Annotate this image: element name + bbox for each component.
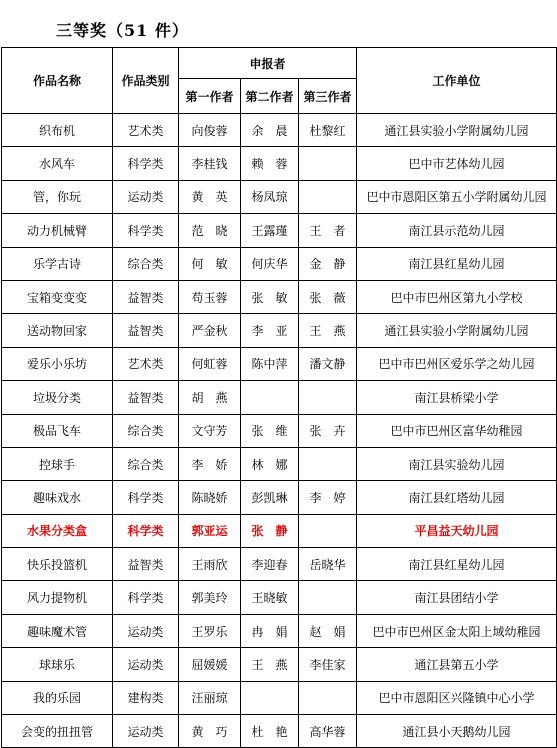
cell-work-name: 管，你玩 [2, 180, 113, 213]
cell-unit: 南江县示范幼儿园 [357, 214, 557, 247]
cell-unit: 南江县红塔幼儿园 [357, 481, 557, 514]
table-row [2, 280, 557, 313]
cell-work-name: 动力机械臂 [2, 214, 113, 247]
cell-third-author: 李 婷 [299, 481, 357, 514]
cell-unit: 巴中市巴州区爱乐学之幼儿园 [357, 347, 557, 380]
cell-third-author: 张 薇 [299, 280, 357, 313]
cell-work-name: 水风车 [2, 147, 113, 180]
cell-first-author: 汪丽琼 [179, 681, 241, 714]
cell-second-author: 张 敏 [241, 280, 299, 313]
cell-category: 益智类 [113, 314, 179, 347]
cell-first-author: 郭亚运 [179, 514, 241, 547]
cell-first-author: 王罗乐 [179, 614, 241, 647]
header-category: 作品类别 [113, 48, 179, 114]
cell-category: 综合类 [113, 247, 179, 280]
cell-second-author: 杨凤琼 [241, 180, 299, 213]
cell-first-author: 何虹蓉 [179, 347, 241, 380]
table-row [2, 381, 557, 414]
cell-work-name: 水果分类盒 [2, 514, 113, 547]
table-row [2, 581, 557, 614]
table-row [2, 114, 557, 147]
cell-third-author: 李佳家 [299, 648, 357, 681]
cell-unit: 通江县小天鹅幼儿园 [357, 715, 557, 748]
cell-work-name: 织布机 [2, 114, 113, 147]
cell-first-author: 胡 燕 [179, 381, 241, 414]
cell-second-author: 冉 娟 [241, 614, 299, 647]
cell-first-author: 陈晓娇 [179, 481, 241, 514]
cell-third-author [299, 514, 357, 547]
cell-second-author [241, 681, 299, 714]
cell-category: 运动类 [113, 715, 179, 748]
cell-third-author: 赵 娟 [299, 614, 357, 647]
cell-unit: 南江县桥梁小学 [357, 381, 557, 414]
cell-third-author: 杜黎红 [299, 114, 357, 147]
section-title: 三等奖（51 件） [56, 21, 189, 40]
header-row [2, 48, 557, 79]
cell-first-author: 屈媛媛 [179, 648, 241, 681]
cell-first-author: 严金秋 [179, 314, 241, 347]
header-third-author: 第三作者 [299, 79, 357, 114]
cell-unit: 通江县第五小学 [357, 648, 557, 681]
cell-third-author: 金 静 [299, 247, 357, 280]
cell-unit: 南江县实验幼儿园 [357, 447, 557, 480]
cell-work-name: 爱乐小乐坊 [2, 347, 113, 380]
cell-unit: 南江县团结小学 [357, 581, 557, 614]
cell-second-author: 杜 艳 [241, 715, 299, 748]
cell-second-author: 李 亚 [241, 314, 299, 347]
table-row [2, 414, 557, 447]
cell-third-author: 张 卉 [299, 414, 357, 447]
table-row [2, 514, 557, 547]
table-row [2, 147, 557, 180]
cell-third-author [299, 581, 357, 614]
table-row [2, 214, 557, 247]
cell-category: 科学类 [113, 147, 179, 180]
cell-work-name: 宝箱变变变 [2, 280, 113, 313]
cell-second-author: 张 静 [241, 514, 299, 547]
cell-unit: 南江县红星幼儿园 [357, 548, 557, 581]
cell-third-author [299, 381, 357, 414]
table-row [2, 314, 557, 347]
table-row [2, 481, 557, 514]
cell-work-name: 送动物回家 [2, 314, 113, 347]
cell-category: 艺术类 [113, 114, 179, 147]
cell-category: 益智类 [113, 548, 179, 581]
cell-first-author: 黄 巧 [179, 715, 241, 748]
cell-second-author: 何庆华 [241, 247, 299, 280]
cell-category: 科学类 [113, 214, 179, 247]
cell-third-author: 岳晓华 [299, 548, 357, 581]
cell-category: 科学类 [113, 581, 179, 614]
cell-third-author [299, 180, 357, 213]
cell-second-author: 王 燕 [241, 648, 299, 681]
cell-unit: 南江县红星幼儿园 [357, 247, 557, 280]
cell-first-author: 苟玉蓉 [179, 280, 241, 313]
cell-second-author [241, 381, 299, 414]
cell-category: 艺术类 [113, 347, 179, 380]
cell-category: 运动类 [113, 180, 179, 213]
cell-second-author: 王露瑾 [241, 214, 299, 247]
cell-category: 科学类 [113, 481, 179, 514]
cell-second-author: 林 娜 [241, 447, 299, 480]
cell-category: 运动类 [113, 614, 179, 647]
table-row [2, 447, 557, 480]
cell-category: 益智类 [113, 381, 179, 414]
cell-first-author: 范 晓 [179, 214, 241, 247]
cell-work-name: 趣味魔术管 [2, 614, 113, 647]
awards-table [1, 47, 557, 748]
cell-second-author: 赖 蓉 [241, 147, 299, 180]
cell-third-author: 高华蓉 [299, 715, 357, 748]
header-first-author: 第一作者 [179, 79, 241, 114]
cell-work-name: 极品飞车 [2, 414, 113, 447]
cell-second-author: 彭凯琳 [241, 481, 299, 514]
cell-unit: 巴中市巴州区第九小学校 [357, 280, 557, 313]
cell-unit: 巴中市艺体幼儿园 [357, 147, 557, 180]
cell-category: 建构类 [113, 681, 179, 714]
cell-unit: 巴中市巴州区富华幼稚园 [357, 414, 557, 447]
cell-work-name: 会变的扭扭管 [2, 715, 113, 748]
cell-first-author: 李 娇 [179, 447, 241, 480]
table-row [2, 648, 557, 681]
header-second-author: 第二作者 [241, 79, 299, 114]
header-reporter: 申报者 [179, 48, 357, 79]
cell-unit: 巴中市恩阳区兴隆镇中心小学 [357, 681, 557, 714]
cell-third-author [299, 447, 357, 480]
cell-second-author: 余 晨 [241, 114, 299, 147]
cell-work-name: 趣味戏水 [2, 481, 113, 514]
cell-category: 综合类 [113, 447, 179, 480]
cell-unit: 巴中市巴州区金太阳上域幼稚园 [357, 614, 557, 647]
cell-first-author: 郭美玲 [179, 581, 241, 614]
cell-unit: 通江县实验小学附属幼儿园 [357, 314, 557, 347]
cell-third-author: 王 燕 [299, 314, 357, 347]
cell-unit: 巴中市恩阳区第五小学附属幼儿园 [357, 180, 557, 213]
cell-first-author: 李桂钱 [179, 147, 241, 180]
cell-third-author [299, 147, 357, 180]
cell-work-name: 风力提物机 [2, 581, 113, 614]
cell-work-name: 球球乐 [2, 648, 113, 681]
cell-second-author: 李迎春 [241, 548, 299, 581]
cell-third-author [299, 681, 357, 714]
table-row [2, 347, 557, 380]
cell-work-name: 我的乐园 [2, 681, 113, 714]
table-row [2, 247, 557, 280]
cell-second-author: 王晓敏 [241, 581, 299, 614]
table-row [2, 715, 557, 748]
table-row [2, 180, 557, 213]
cell-work-name: 垃圾分类 [2, 381, 113, 414]
cell-category: 运动类 [113, 648, 179, 681]
cell-first-author: 向俊蓉 [179, 114, 241, 147]
cell-first-author: 文守芳 [179, 414, 241, 447]
cell-third-author: 王 者 [299, 214, 357, 247]
table-row [2, 681, 557, 714]
cell-category: 益智类 [113, 280, 179, 313]
header-work-name: 作品名称 [2, 48, 113, 114]
header-unit: 工作单位 [357, 48, 557, 114]
cell-category: 科学类 [113, 514, 179, 547]
table-row [2, 614, 557, 647]
table-row [2, 548, 557, 581]
cell-work-name: 乐学古诗 [2, 247, 113, 280]
cell-work-name: 快乐投篮机 [2, 548, 113, 581]
cell-third-author: 潘文静 [299, 347, 357, 380]
cell-first-author: 王雨欣 [179, 548, 241, 581]
cell-unit: 通江县实验小学附属幼儿园 [357, 114, 557, 147]
cell-unit: 平昌益天幼儿园 [357, 514, 557, 547]
cell-first-author: 黄 英 [179, 180, 241, 213]
cell-category: 综合类 [113, 414, 179, 447]
cell-second-author: 陈中萍 [241, 347, 299, 380]
cell-second-author: 张 维 [241, 414, 299, 447]
cell-work-name: 控球手 [2, 447, 113, 480]
cell-first-author: 何 敏 [179, 247, 241, 280]
